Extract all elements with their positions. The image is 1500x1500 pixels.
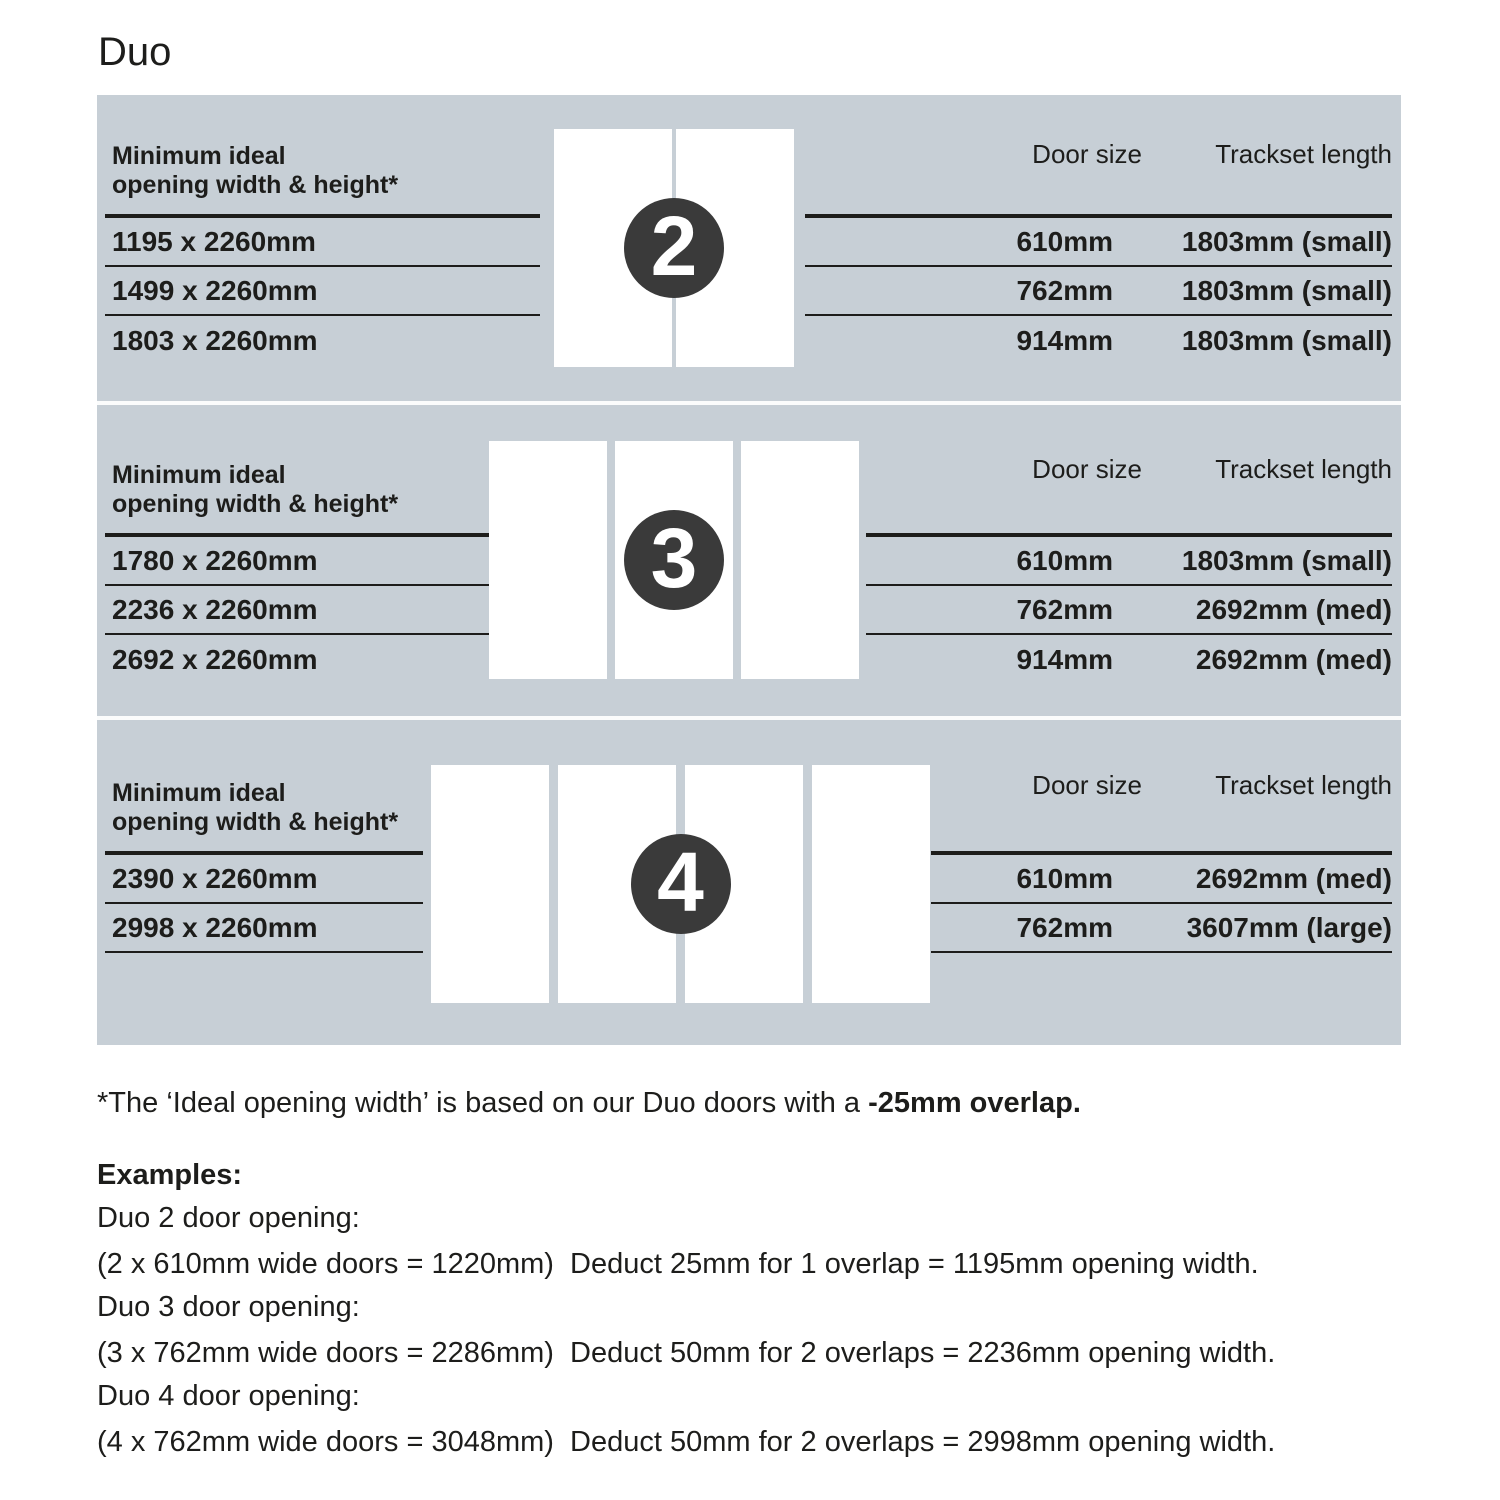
door-size-column-header: Door size: [1032, 453, 1142, 484]
example-detail: (4 x 762mm wide doors = 3048mm) Deduct 50mm for 2 overlaps = 2998mm opening width.: [97, 1426, 1276, 1458]
trackset-cell: 2692mm (med): [1195, 593, 1392, 625]
table-row: 1780 x 2260mm: [105, 537, 489, 586]
door-size-column-header: Door size: [1032, 139, 1142, 169]
door-count-badge: 3: [624, 510, 724, 610]
min-opening-header-text: Minimum ideal opening width & height*: [112, 779, 399, 836]
door-size-table-header: [805, 95, 1392, 218]
min-opening-table: [105, 405, 489, 684]
footnote-bold: -25mm overlap.: [868, 1087, 1081, 1119]
table-row: [931, 855, 1392, 904]
trackset-cell: 2692mm (med): [1195, 643, 1392, 675]
min-opening-header-text: Minimum ideal opening width & height*: [112, 142, 399, 199]
trackset-cell: 1803mm (small): [1181, 225, 1392, 257]
min-opening-table: [105, 95, 540, 365]
door-count-badge: 2: [624, 198, 724, 298]
door-size-table: [931, 720, 1392, 953]
door-size-column-header: Door size: [1032, 770, 1142, 800]
table-row: [866, 537, 1392, 586]
door-panel: [489, 441, 607, 679]
trackset-cell: 1803mm (small): [1181, 324, 1392, 356]
door-size-cell: 914mm: [1016, 324, 1113, 356]
door-size-cell: 610mm: [1016, 862, 1113, 894]
notes-block: [97, 1088, 1457, 1470]
duo-3-door-section: [97, 405, 1401, 716]
trackset-cell: 3607mm (large): [1186, 911, 1392, 943]
table-row: 2692 x 2260mm: [112, 643, 318, 675]
door-size-table: [805, 95, 1392, 365]
footnote: *The ‘Ideal opening width’ is based on our Duo doors with a -25mm overlap.: [97, 1087, 1081, 1119]
table-row: [805, 267, 1392, 316]
table-row: 1803 x 2260mm: [112, 324, 318, 356]
example-detail: (3 x 762mm wide doors = 2286mm) Deduct 50mm for 2 overlaps = 2236mm opening width.: [97, 1337, 1276, 1369]
table-row: [866, 586, 1392, 635]
door-size-table: [866, 405, 1392, 684]
door-panel: [741, 441, 859, 679]
door-diagram-3: [489, 441, 859, 679]
door-size-cell: 914mm: [1016, 643, 1113, 675]
table-row: 1499 x 2260mm: [105, 267, 540, 316]
page-title: Duo: [98, 30, 172, 74]
table-row: 2998 x 2260mm: [105, 904, 423, 953]
table-row: [931, 904, 1392, 953]
trackset-cell: 1803mm (small): [1181, 274, 1392, 306]
door-size-cell: 610mm: [1016, 225, 1113, 257]
door-size-cell: 762mm: [1016, 274, 1113, 306]
door-count-badge: 4: [631, 834, 731, 934]
duo-sizing-panel: [97, 95, 1401, 1045]
trackset-column-header: Trackset length: [1215, 770, 1392, 800]
table-row: 2390 x 2260mm: [105, 855, 423, 904]
table-row: 2236 x 2260mm: [105, 586, 489, 635]
trackset-cell: 2692mm (med): [1195, 862, 1392, 894]
door-panel: [431, 765, 549, 1003]
min-opening-header-text: Minimum ideal opening width & height*: [112, 461, 399, 518]
door-size-cell: 610mm: [1016, 544, 1113, 576]
table-row: [805, 316, 1392, 365]
table-row: [866, 635, 1392, 684]
duo-2-door-section: [97, 95, 1401, 401]
example-label: Duo 3 door opening:: [97, 1291, 360, 1323]
trackset-cell: 1803mm (small): [1181, 544, 1392, 576]
example-detail: (2 x 610mm wide doors = 1220mm) Deduct 25mm for 1 overlap = 1195mm opening width.: [97, 1248, 1259, 1280]
min-opening-header: [105, 405, 489, 537]
door-size-cell: 762mm: [1016, 911, 1113, 943]
door-size-cell: 762mm: [1016, 593, 1113, 625]
examples-heading: Examples:: [97, 1159, 243, 1191]
example-label: Duo 2 door opening:: [97, 1202, 360, 1234]
trackset-column-header: Trackset length: [1215, 139, 1392, 169]
door-diagram-4: [431, 765, 930, 1003]
min-opening-header: [105, 95, 540, 218]
door-diagram-2: [554, 129, 794, 367]
table-row: 1195 x 2260mm: [105, 218, 540, 267]
example-label: Duo 4 door opening:: [97, 1380, 360, 1412]
door-panel: [812, 765, 930, 1003]
trackset-column-header: Trackset length: [1215, 453, 1392, 484]
duo-4-door-section: [97, 720, 1401, 1045]
door-size-table-header: [866, 405, 1392, 537]
min-opening-header: [105, 720, 423, 855]
door-size-table-header: [931, 720, 1392, 855]
table-row: [805, 218, 1392, 267]
min-opening-table: [105, 720, 423, 953]
